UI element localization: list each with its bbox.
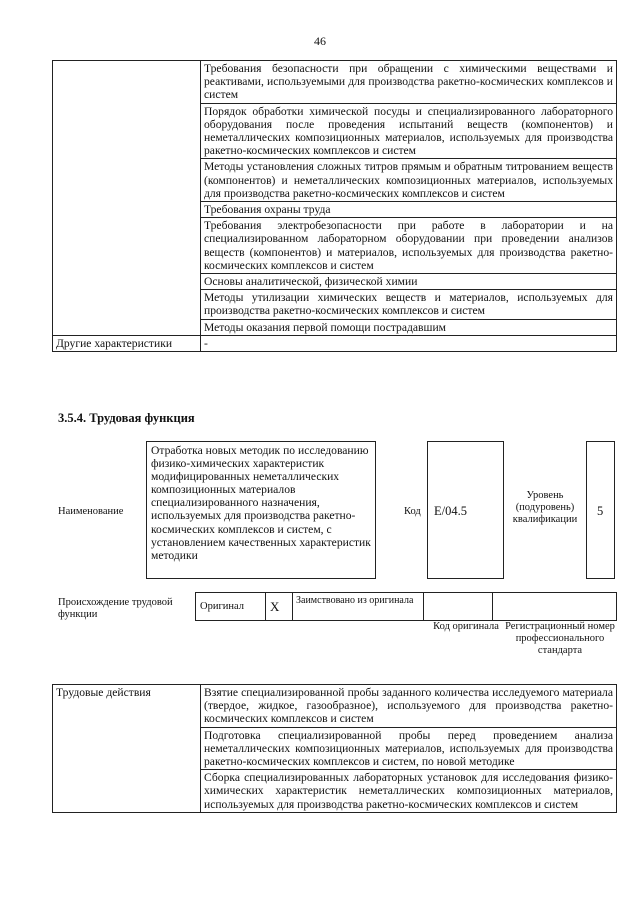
code-original-cell <box>424 593 493 621</box>
reg-number-cell <box>493 593 617 621</box>
knowledge-table <box>52 60 617 352</box>
actions-clip <box>0 684 640 840</box>
section-heading: 3.5.4. Трудовая функция <box>58 411 195 425</box>
action-row: Подготовка специализированной пробы перед проведением анализа неметаллических композиционных материалов, используемых для производства ракетно-космических комплексов и систем, по новой методике <box>201 727 617 770</box>
other-characteristics-value: - <box>201 335 617 351</box>
knowledge-row: Требования охраны труда <box>201 202 617 218</box>
level-box <box>586 441 615 579</box>
other-characteristics-label: Другие характеристики <box>53 335 201 351</box>
original-label: Оригинал <box>196 593 266 621</box>
code-original-caption: Код оригинала <box>433 621 499 632</box>
level-value: 5 <box>597 504 604 518</box>
knowledge-row: Методы утилизации химических веществ и материалов, используемых для производства ракетно-космических комплексов и систем <box>201 290 617 319</box>
borrowed-label: Заимствовано из оригинала <box>293 593 424 621</box>
origin-table <box>195 592 617 621</box>
reg-number-caption: Регистрационный номер профессионального стандарта <box>505 621 615 656</box>
original-mark: X <box>266 593 293 621</box>
actions-table <box>52 684 617 813</box>
knowledge-row: Порядок обработки химической посуды и специализированного лабораторного оборудования после проведения испытаний веществ (компонентов) и неметаллических композиционных материалов, используемых для производства ракетно-космических комплексов и систем <box>201 103 617 159</box>
actions-label: Трудовые действия <box>53 685 201 813</box>
level-label: Уровень (подуровень) квалификации <box>512 490 578 525</box>
knowledge-row: Основы аналитической, физической химии <box>201 274 617 290</box>
origin-label: Происхождение трудовой функции <box>58 597 173 620</box>
code-value: E/04.5 <box>434 504 467 518</box>
action-row: Взятие специализированной пробы заданного количества исследуемого материала (твердое, жидкое, газообразное), используемого для производства ракетно-космических комплексов и систем <box>201 685 617 728</box>
code-label: Код <box>404 506 421 517</box>
name-label: Наименование <box>58 506 124 517</box>
knowledge-row: Методы оказания первой помощи пострадавшим <box>201 319 617 335</box>
page-number: 46 <box>314 34 326 48</box>
knowledge-row: Требования безопасности при обращении с химическими веществами и реактивами, используемыми для производства ракетно-космических комплексов и систем <box>201 61 617 104</box>
knowledge-row: Методы установления сложных титров прямым и обратным титрованием веществ (компонентов) и неметаллических композиционных материалов, используемых для производства ракетно-космических комплексов и систем <box>201 159 617 202</box>
knowledge-label-cell <box>53 61 201 336</box>
function-name: Отработка новых методик по исследованию физико-химических характеристик модифицированных неметаллических композиционных материалов специализированного назначения, используемых для производства ракетно-космических комплексов и систем, с установлением качественных характеристик методики <box>151 444 371 562</box>
knowledge-row: Требования электробезопасности при работе в лаборатории и на специализированном лабораторном оборудовании при проведении анализов веществ (компонентов) и материалов, используемых для производства ракетно-космических комплексов и систем <box>201 218 617 274</box>
code-box <box>427 441 504 579</box>
action-row: Сборка специализированных лабораторных установок для исследования физико-химических характеристик неметаллических композиционных материалов, используемых для производства ракетно-космических комплексов и систем <box>201 770 617 813</box>
name-box <box>146 441 376 579</box>
